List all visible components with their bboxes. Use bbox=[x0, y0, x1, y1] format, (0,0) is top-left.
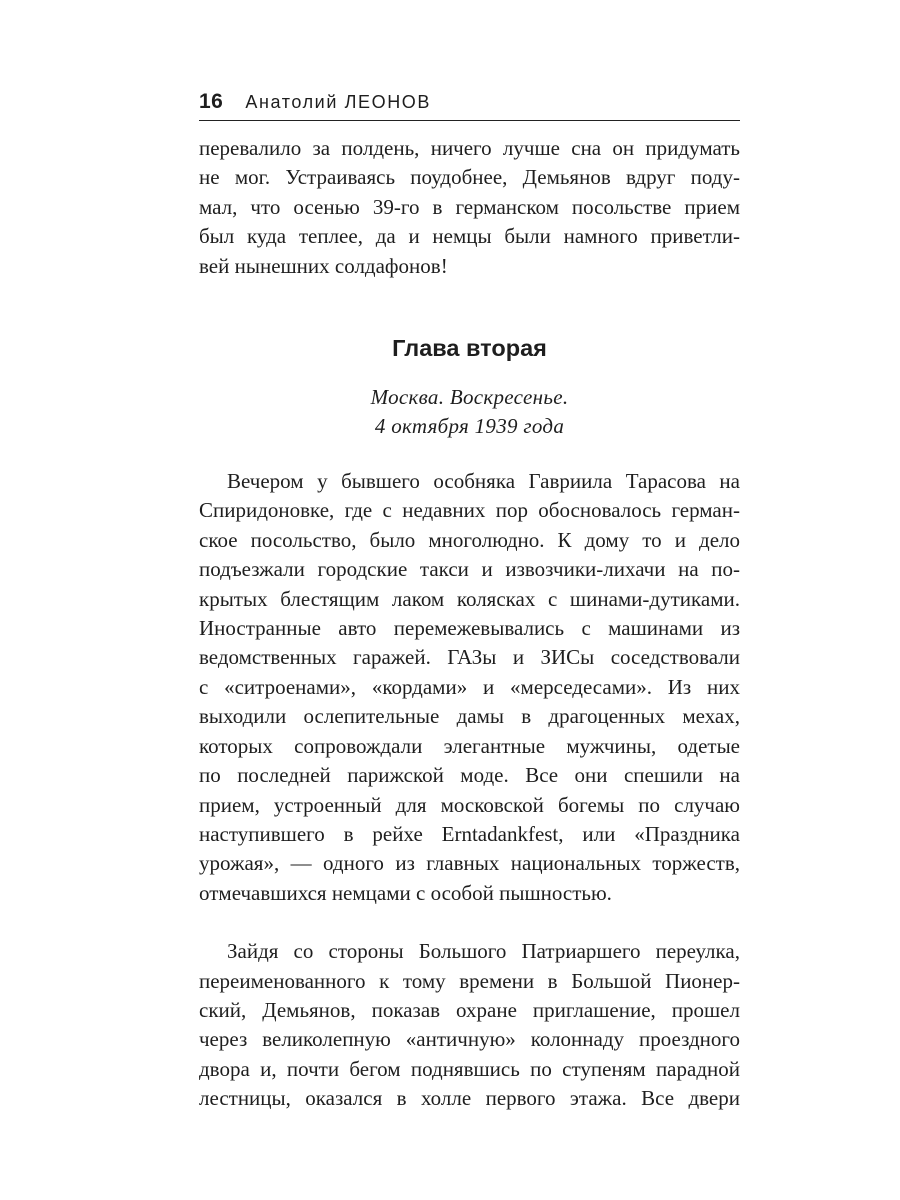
text-line: подъезжали городские такси и извозчики-лихачи на по- bbox=[199, 557, 740, 582]
text-line: не мог. Устраиваясь поудобнее, Демьянов вдруг поду- bbox=[199, 165, 740, 190]
text-line: прием, устроенный для московской богемы по случаю bbox=[199, 792, 740, 817]
text-line: выходили ослепительные дамы в драгоценных мехах, bbox=[199, 704, 740, 729]
text-line: был куда теплее, да и немцы были намного приветли- bbox=[199, 224, 740, 249]
subtitle-place-day: Москва. Воскресенье. bbox=[370, 385, 569, 410]
text-line: Вечером у бывшего особняка Гавриила Тарасова на bbox=[227, 469, 740, 494]
text-line: через великолепную «античную» колоннаду проездного bbox=[199, 1027, 740, 1052]
text-line: Зайдя со стороны Большого Патриаршего переулка, bbox=[227, 939, 740, 964]
text-line: по последней парижской моде. Все они спешили на bbox=[199, 763, 740, 788]
text-line: вей нынешних солдафонов! bbox=[199, 253, 448, 278]
text-line: мал, что осенью 39-го в германском посольстве прием bbox=[199, 194, 740, 219]
book-page bbox=[199, 90, 740, 1114]
text-line: ский, Демьянов, показав охране приглашение, прошел bbox=[199, 997, 740, 1022]
text-line: ведомственных гаражей. ГАЗы и ЗИСы соседствовали bbox=[199, 645, 740, 670]
text-line: лестницы, оказался в холле первого этажа. Все двери bbox=[199, 1086, 740, 1111]
text-line: ское посольство, было многолюдно. К дому то и дело bbox=[199, 527, 740, 552]
subtitle-date: 4 октября 1939 года bbox=[374, 414, 565, 439]
paragraph-demyanov-arrival bbox=[199, 937, 740, 1113]
page-number: 16 bbox=[199, 90, 224, 113]
text-line: отмечавшихся немцами с особой пышностью. bbox=[199, 880, 612, 905]
text-line: урожая», — одного из главных национальных торжеств, bbox=[199, 851, 740, 876]
text-line: двора и, почти бегом поднявшись по ступеням парадной bbox=[199, 1056, 740, 1081]
paragraph-embassy-reception bbox=[199, 467, 740, 908]
author-name: Анатолий ЛЕОНОВ bbox=[245, 92, 432, 112]
intro-paragraph bbox=[199, 134, 740, 281]
text-line: крытых блестящим лаком колясках с шинами-дутиками. bbox=[199, 586, 740, 611]
text-line: перевалило за полдень, ничего лучше сна он придумать bbox=[199, 136, 740, 160]
chapter-title: Глава вторая bbox=[392, 335, 547, 362]
running-header bbox=[199, 90, 740, 121]
text-line: с «ситроенами», «кордами» и «мерседесами». Из них bbox=[199, 674, 740, 699]
chapter-subtitle bbox=[199, 383, 740, 441]
text-line: Спиридоновке, где с недавних пор обосновалось герман- bbox=[199, 498, 740, 523]
text-line: переименованного к тому времени в Большой Пионер- bbox=[199, 968, 740, 993]
text-line: которых сопровождали элегантные мужчины, одетые bbox=[199, 733, 740, 758]
text-line: Иностранные авто перемежевывались с машинами из bbox=[199, 616, 740, 641]
text-line: наступившего в рейхе Erntadankfest, или «Праздника bbox=[199, 821, 740, 846]
